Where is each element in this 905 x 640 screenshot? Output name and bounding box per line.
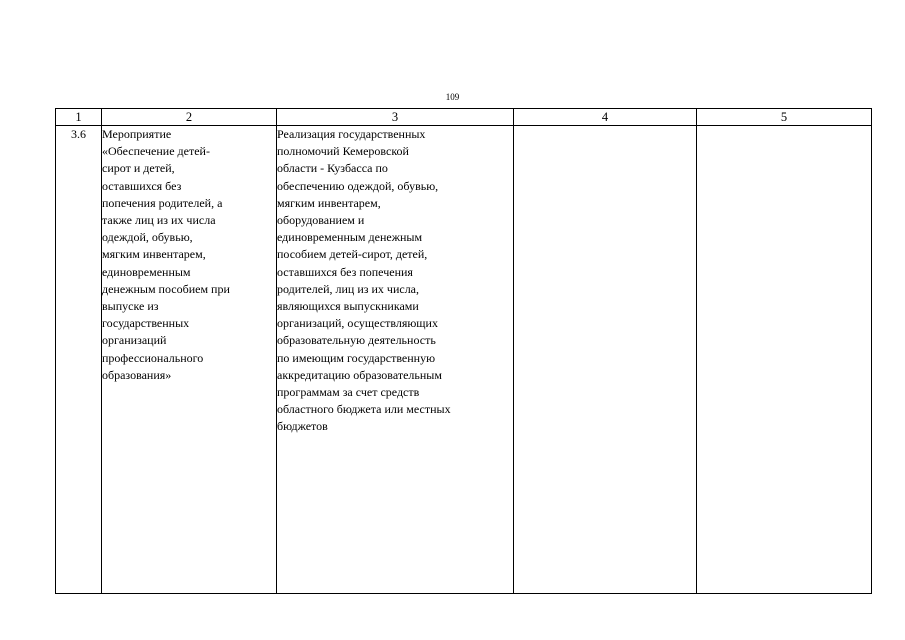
header-col-1: 1 (56, 109, 102, 126)
text-line: единовременным (102, 264, 191, 279)
text-line: профессионального (102, 350, 204, 365)
page-number: 109 (445, 92, 460, 102)
text-line: родителей, лиц из их числа, (277, 281, 420, 296)
header-col-2: 2 (102, 109, 277, 126)
text-line: программам за счет средств (277, 385, 420, 400)
text-line: государственных (102, 316, 190, 331)
text-line: «Обеспечение детей- (102, 144, 210, 159)
text-line: пособием детей-сирот, детей, (277, 247, 428, 262)
text-line: также лиц из их числа (102, 213, 216, 228)
header-col-4: 4 (514, 109, 697, 126)
event-name-cell (102, 126, 277, 594)
text-line: образовательную деятельность (277, 333, 436, 348)
text-line: оборудованием и (277, 213, 365, 228)
text-line: аккредитацию образовательным (277, 367, 442, 382)
text-line: оставшихся без попечения (277, 264, 413, 279)
column-5-cell (697, 126, 872, 594)
text-line: обеспечению одеждой, обувью, (277, 178, 439, 193)
row-number: 3.6 (56, 126, 102, 594)
text-line: организаций, осуществляющих (277, 316, 438, 331)
text-line: областного бюджета или местных (277, 402, 451, 417)
text-line: являющихся выпускниками (277, 299, 419, 314)
table-header (56, 109, 872, 126)
text-line: Мероприятие (102, 127, 172, 141)
text-line: одеждой, обувью, (102, 230, 193, 245)
text-line: образования» (102, 367, 172, 382)
text-line: единовременным денежным (277, 230, 423, 245)
header-row (56, 109, 872, 126)
text-line: области - Кузбасса по (277, 161, 388, 176)
text-line: сирот и детей, (102, 161, 175, 176)
text-line: денежным пособием при (102, 281, 230, 296)
document-table (55, 108, 872, 594)
text-line: по имеющим государственную (277, 350, 436, 365)
text-line: организаций (102, 333, 167, 348)
text-line: полномочий Кемеровской (277, 144, 409, 159)
text-line: мягким инвентарем, (277, 195, 381, 210)
event-description-cell (277, 126, 514, 594)
text-line: Реализация государственных (277, 127, 426, 141)
event-description-text (277, 126, 513, 436)
text-line: попечения родителей, а (102, 195, 223, 210)
event-name-text (102, 126, 276, 384)
header-col-3: 3 (277, 109, 514, 126)
text-line: мягким инвентарем, (102, 247, 206, 262)
header-col-5: 5 (697, 109, 872, 126)
column-4-cell (514, 126, 697, 594)
table-row (56, 126, 872, 594)
text-line: выпуске из (102, 299, 159, 314)
text-line: бюджетов (277, 419, 328, 434)
text-line: оставшихся без (102, 178, 182, 193)
